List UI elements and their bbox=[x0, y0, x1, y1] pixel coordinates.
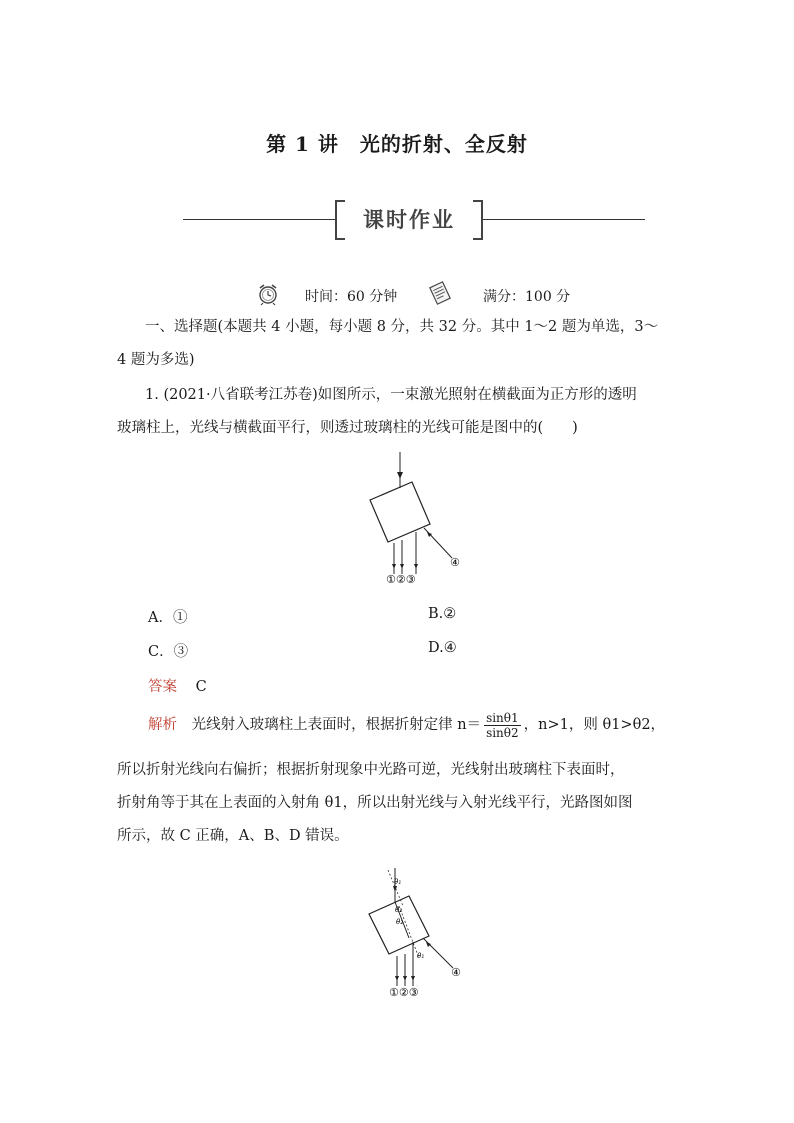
section-line-1: 一、选择题(本题共 4 小题，每小题 8 分，共 32 分。其中 1～2 题为单选，3～ bbox=[145, 319, 659, 335]
banner-label: 课时作业 bbox=[363, 208, 455, 232]
answer-row bbox=[148, 675, 207, 696]
glass-square bbox=[370, 482, 430, 542]
option-b: B.② bbox=[428, 606, 457, 622]
theta2-label-a: θ₂ bbox=[395, 906, 403, 914]
analysis-body bbox=[117, 754, 677, 853]
banner-bracket-right bbox=[473, 200, 483, 240]
page-title: 第 1 讲 光的折射、全反射 bbox=[266, 132, 528, 156]
figure-2-diagram bbox=[355, 866, 475, 1000]
analysis-line-1 bbox=[148, 705, 688, 745]
analysis-line-3: 折射角等于其在上表面的入射角 θ1，所以出射光线与入射光线平行，光路图如图 bbox=[117, 795, 633, 811]
analysis-line-4: 所示，故 C 正确，A、B、D 错误。 bbox=[117, 828, 349, 844]
ray-3-arrow bbox=[414, 564, 418, 569]
figure-1-diagram bbox=[350, 448, 470, 588]
analysis-text-post: ，n>1，则 θ1>θ2， bbox=[523, 717, 666, 733]
analysis-label: 解析 bbox=[148, 717, 177, 733]
analysis-text-pre: 光线射入玻璃柱上表面时，根据折射定律 n＝ bbox=[191, 717, 482, 733]
ray-1-arrow bbox=[392, 564, 396, 569]
section-heading bbox=[117, 311, 677, 377]
ray-2-b-arrow bbox=[403, 976, 407, 981]
theta1-bottom-label: θ₁ bbox=[417, 952, 425, 960]
ray-2-arrow bbox=[400, 564, 404, 569]
banner-rule-right bbox=[483, 219, 645, 220]
question-1-line-2: 玻璃柱上，光线与横截面平行，则透过玻璃柱的光线可能是图中的( ) bbox=[117, 420, 578, 436]
analysis-line-2: 所以折射光线向右偏折；根据折射现象中光路可逆，光线射出玻璃柱下表面时， bbox=[117, 762, 625, 778]
section-line-2: 4 题为多选) bbox=[117, 352, 195, 368]
rays-123-label: ①②③ bbox=[386, 573, 416, 586]
test-paper-icon bbox=[427, 280, 453, 306]
ray-4-label: ④ bbox=[450, 556, 460, 569]
ray-4-b-label: ④ bbox=[451, 966, 461, 979]
option-c: C．③ bbox=[148, 644, 189, 660]
time-limit: 时间：60 分钟 bbox=[305, 289, 398, 305]
fraction-denominator: sinθ2 bbox=[486, 725, 519, 740]
ray-3-b-arrow bbox=[411, 976, 415, 981]
theta2-label-b: θ₂ bbox=[396, 918, 404, 926]
snell-fraction bbox=[484, 711, 521, 740]
fraction-numerator: sinθ1 bbox=[486, 710, 519, 725]
ray-4-b bbox=[423, 938, 453, 968]
answer-label: 答案 bbox=[148, 679, 177, 695]
option-d: D.④ bbox=[428, 640, 457, 656]
question-1 bbox=[117, 379, 677, 445]
question-1-line-1: 1. (2021·八省联考江苏卷)如图所示，一束激光照射在横截面为正方形的透明 bbox=[145, 387, 637, 403]
ray-1-b-arrow bbox=[395, 976, 399, 981]
exam-meta bbox=[255, 282, 615, 308]
alarm-clock-icon bbox=[255, 282, 281, 306]
incident-arrow bbox=[397, 472, 403, 479]
ray-4-b-arrow bbox=[426, 942, 431, 947]
answer-value: C bbox=[195, 679, 207, 695]
full-score: 满分：100 分 bbox=[483, 289, 571, 305]
theta1-top-label: θ₁ bbox=[394, 878, 402, 886]
rays-123-b-label: ①②③ bbox=[389, 986, 419, 999]
section-banner bbox=[183, 198, 645, 240]
incident-arrow-2 bbox=[393, 886, 397, 892]
option-a: A．① bbox=[148, 610, 188, 626]
banner-rule-left bbox=[183, 219, 335, 220]
